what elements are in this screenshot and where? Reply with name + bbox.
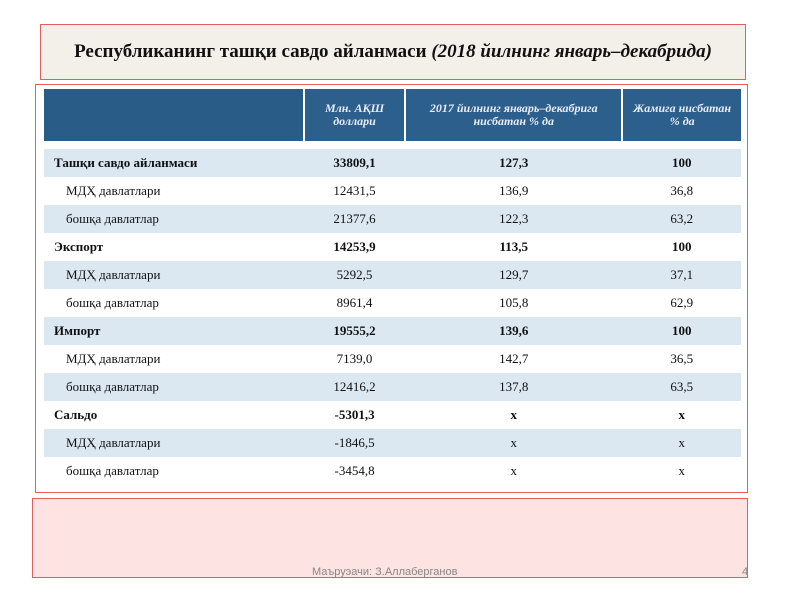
table-row	[44, 177, 741, 205]
row-share: 100	[622, 317, 741, 345]
row-value: -3454,8	[334, 463, 375, 478]
table-row	[44, 149, 741, 177]
row-vs2017: 129,7	[405, 261, 622, 289]
table-row	[44, 429, 741, 457]
row-share: 100	[622, 149, 741, 177]
header-label	[44, 89, 304, 141]
row-share: 36,8	[670, 183, 694, 198]
row-vs2017: 113,5	[499, 239, 528, 254]
row-value: 33809,1	[304, 149, 405, 177]
row-vs2017: 127,3	[405, 149, 622, 177]
table-frame	[35, 84, 748, 493]
row-share: 62,9	[670, 295, 694, 310]
row-vs2017: 139,6	[405, 317, 622, 345]
table-row	[44, 401, 741, 429]
title-box	[40, 24, 746, 80]
footer-author: Маъруэачи: З.Аллаберганов	[312, 566, 458, 578]
title-main: Республиканинг ташқи савдо айланмаси	[74, 41, 427, 62]
row-value: -5301,3	[334, 407, 375, 422]
row-share: x	[678, 463, 685, 478]
header-value: Млн. АҚШ доллари	[304, 89, 405, 141]
table-row	[44, 205, 741, 233]
row-label: МДҲ давлатлари	[44, 429, 304, 457]
row-label: бошқа давлатлар	[66, 463, 159, 478]
table-row	[44, 233, 741, 261]
row-label: Экспорт	[54, 239, 104, 254]
row-share: 63,2	[622, 205, 741, 233]
row-share: x	[622, 429, 741, 457]
note-text	[33, 499, 747, 511]
row-label: бошқа давлатлар	[44, 205, 304, 233]
row-share: 37,1	[622, 261, 741, 289]
row-share: x	[678, 407, 685, 422]
page-number: 4	[742, 566, 749, 578]
slide-title	[60, 40, 726, 64]
row-vs2017: 122,3	[405, 205, 622, 233]
row-label: бошқа давлатлар	[66, 295, 159, 310]
row-value: 7139,0	[336, 351, 373, 366]
table-row	[44, 345, 741, 373]
table-row	[44, 261, 741, 289]
row-share: 100	[671, 239, 692, 254]
row-vs2017: x	[510, 463, 517, 478]
table-row	[44, 373, 741, 401]
row-vs2017: x	[510, 407, 517, 422]
row-value: 12416,2	[304, 373, 405, 401]
row-value: -1846,5	[304, 429, 405, 457]
row-vs2017: x	[405, 429, 622, 457]
row-label: МДҲ давлатлари	[44, 261, 304, 289]
row-vs2017: 142,7	[499, 351, 529, 366]
header-vs2017: 2017 йилнинг январь–декабрига нисбатан % да	[405, 89, 622, 141]
title-period: (2018 йилнинг январь–декабрида)	[431, 41, 712, 62]
row-label: Импорт	[44, 317, 304, 345]
table-header-row	[44, 89, 741, 141]
row-vs2017: 137,8	[405, 373, 622, 401]
row-vs2017: 136,9	[499, 183, 529, 198]
row-share: 63,5	[622, 373, 741, 401]
table-body	[44, 149, 741, 485]
row-value: 19555,2	[304, 317, 405, 345]
table-row	[44, 457, 741, 485]
row-value: 8961,4	[336, 295, 373, 310]
trade-table	[44, 89, 741, 485]
row-label: Сальдо	[54, 407, 98, 422]
header-share: Жамига нисбатан % да	[622, 89, 741, 141]
row-label: Ташқи савдо айланмаси	[44, 149, 304, 177]
table-row	[44, 317, 741, 345]
row-value: 12431,5	[333, 183, 376, 198]
row-label: МДҲ давлатлари	[66, 351, 161, 366]
row-value: 5292,5	[304, 261, 405, 289]
row-value: 21377,6	[304, 205, 405, 233]
row-share: 36,5	[670, 351, 694, 366]
row-vs2017: 105,8	[499, 295, 529, 310]
table-row	[44, 289, 741, 317]
row-label: МДҲ давлатлари	[66, 183, 161, 198]
row-value: 14253,9	[333, 239, 376, 254]
row-label: бошқа давлатлар	[44, 373, 304, 401]
